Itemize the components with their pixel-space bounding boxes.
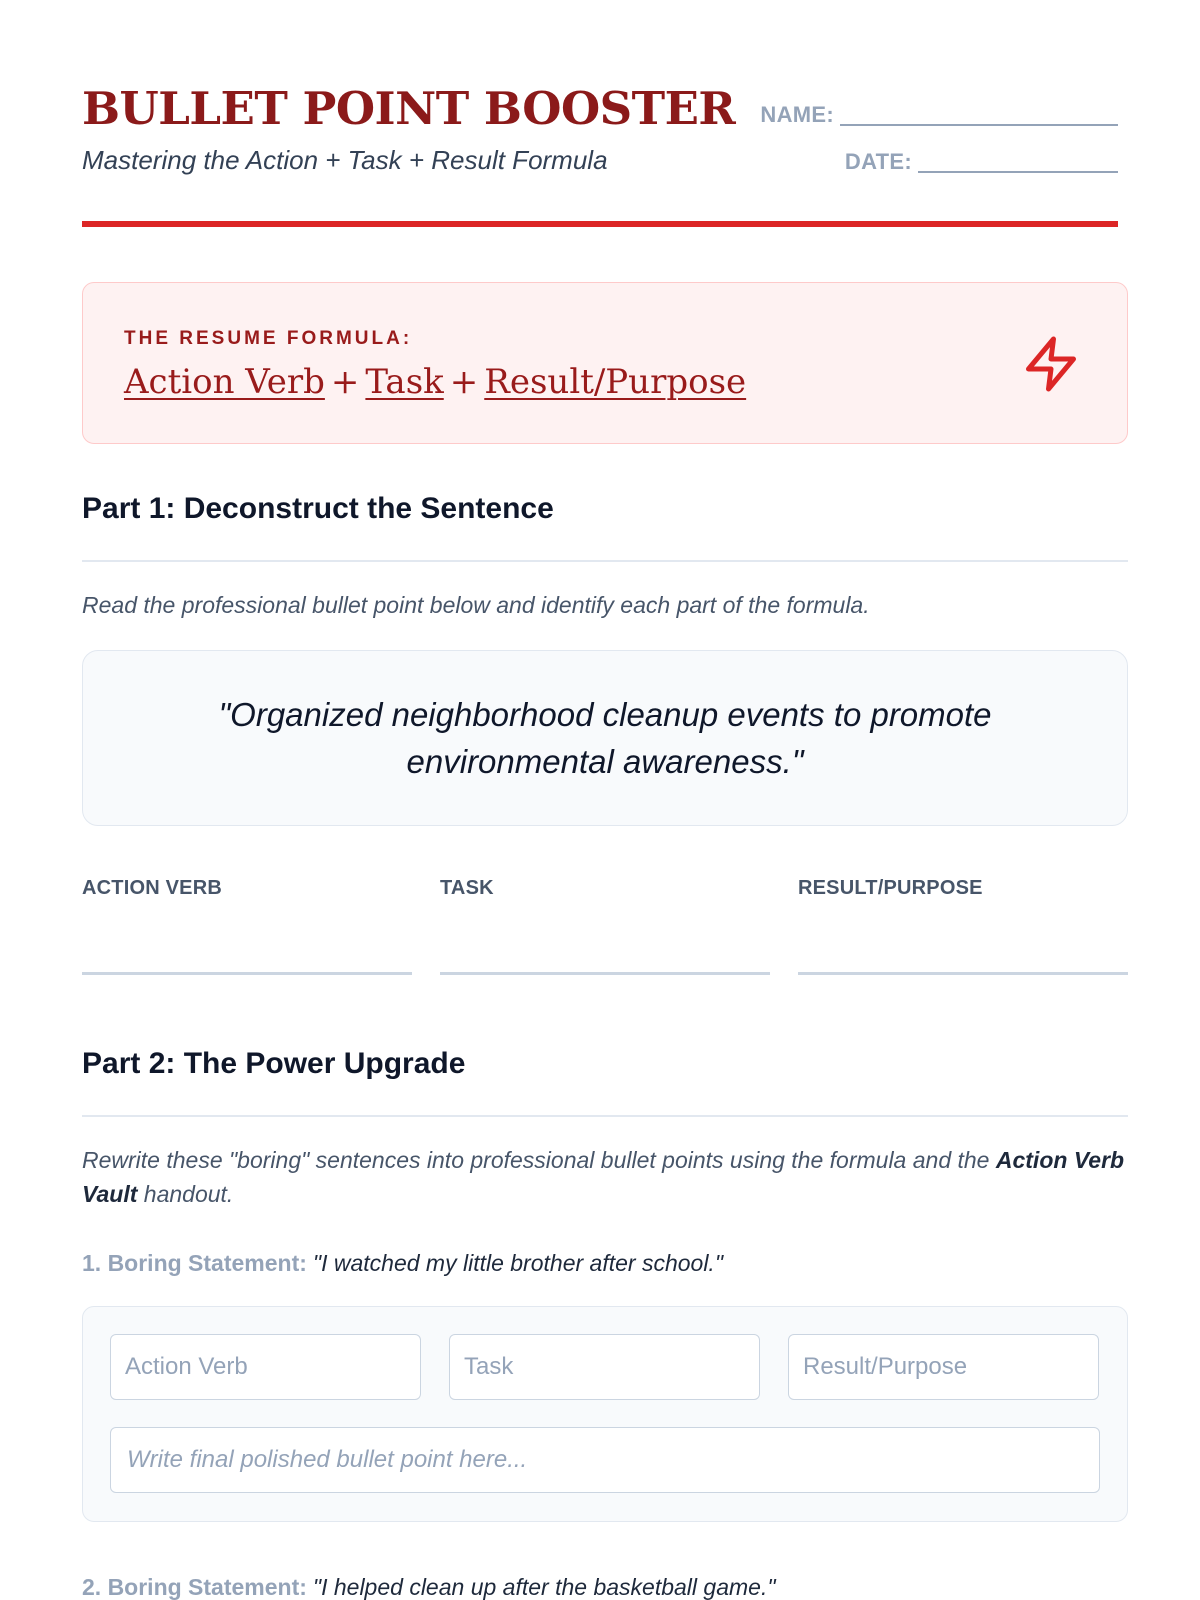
part2-instructions-tail: handout. [143, 1181, 234, 1207]
header-divider [82, 221, 1118, 227]
worksheet-header [82, 0, 1118, 200]
part1-title: Part 1: Deconstruct the Sentence [82, 492, 554, 525]
deconstruct-columns [82, 877, 1128, 975]
date-blank[interactable] [918, 149, 1118, 173]
lightning-bolt-icon [1021, 333, 1081, 395]
part2-title: Part 2: The Power Upgrade [82, 1047, 466, 1080]
task-input[interactable] [449, 1334, 760, 1400]
formula-text [124, 362, 746, 402]
name-blank[interactable] [840, 102, 1118, 126]
worksheet-title: BULLET POINT BOOSTER [82, 82, 736, 135]
action-verb-column [82, 877, 412, 975]
formula-part-action-verb: Action Verb [124, 362, 325, 402]
formula-plus: + [330, 362, 360, 402]
example-quote: "Organized neighborhood cleanup events to promote environmental awareness." [218, 696, 992, 780]
formula-part-task: Task [365, 362, 444, 402]
name-label: NAME: [760, 102, 834, 127]
date-field [845, 149, 1118, 173]
statement-text: "I helped clean up after the basketball game." [312, 1574, 776, 1600]
result-column [798, 877, 1128, 975]
statement-number: 1. Boring Statement: [82, 1250, 307, 1276]
formula-part-result: Result/Purpose [484, 362, 747, 402]
example-quote-box [82, 650, 1128, 826]
column-label: ACTION VERB [82, 877, 222, 899]
formula-callout [82, 282, 1128, 444]
formula-inputs-row [110, 1334, 1099, 1400]
boring-statement-1 [82, 1250, 723, 1277]
part1-divider [82, 560, 1128, 562]
action-verb-input[interactable] [110, 1334, 421, 1400]
task-column [440, 877, 770, 975]
part1-instructions: Read the professional bullet point below and identify each part of the formula. [82, 592, 870, 618]
formula-plus: + [449, 362, 479, 402]
column-label: RESULT/PURPOSE [798, 877, 983, 899]
final-bullet-input[interactable] [110, 1427, 1100, 1493]
formula-label: THE RESUME FORMULA: [124, 328, 413, 349]
part2-instructions-text: Rewrite these "boring" sentences into professional bullet points using the formula and the [82, 1147, 990, 1173]
part2-instructions [82, 1143, 1128, 1211]
statement-text: "I watched my little brother after school." [312, 1250, 723, 1276]
answer-line[interactable] [440, 972, 770, 975]
date-label: DATE: [844, 149, 912, 174]
answer-line[interactable] [82, 972, 412, 975]
result-purpose-input[interactable] [788, 1334, 1099, 1400]
statement-number: 2. Boring Statement: [82, 1574, 307, 1600]
part2-divider [82, 1115, 1128, 1117]
action-verb-vault-ref: Action Verb Vault [82, 1147, 1125, 1207]
answer-line[interactable] [798, 972, 1128, 975]
boring-statement-2 [82, 1574, 776, 1600]
worksheet-subtitle: Mastering the Action + Task + Result Formula [82, 145, 608, 175]
column-label: TASK [440, 877, 494, 899]
name-field [760, 102, 1118, 126]
statement-1-workspace [82, 1306, 1128, 1522]
